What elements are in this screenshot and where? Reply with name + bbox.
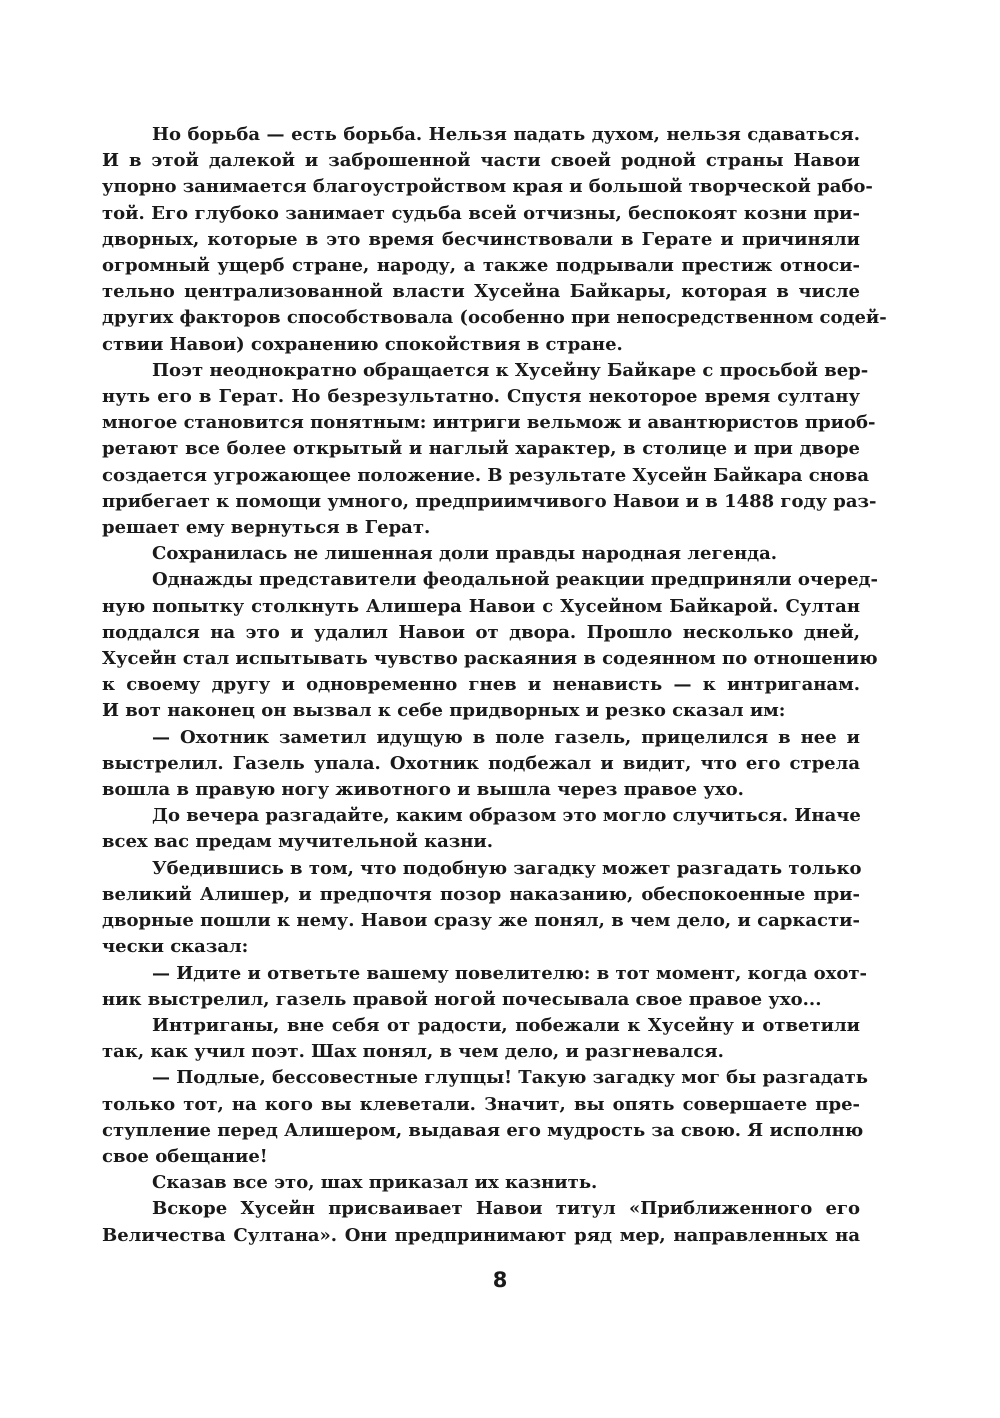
- paragraph: [102, 358, 877, 541]
- text-line: И в этой далекой и заброшенной части своей родной страны Навои: [102, 150, 860, 172]
- paragraph: [102, 1065, 868, 1170]
- text-line: к своему другу и одновременно гнев и ненависть — к интриганам.: [102, 674, 860, 696]
- text-line: ник выстрелил, газель правой ногой почесывала свое правое ухо...: [102, 988, 822, 1010]
- text-line: чески сказал:: [102, 936, 249, 958]
- text-line: ретают все более открытый и наглый характер, в столице и при дворе: [102, 438, 860, 460]
- text-line: — Подлые, бессовестные глупцы! Такую загадку мог бы разгадать: [152, 1067, 868, 1089]
- text-line: ную попытку столкнуть Алишера Навои с Хусейном Байкарой. Султан: [102, 595, 860, 617]
- paragraph: [102, 1013, 860, 1065]
- text-line: нуть его в Герат. Но безрезультатно. Спустя некоторое время султану: [102, 386, 860, 408]
- text-line: Сказав все это, шах приказал их казнить.: [152, 1172, 598, 1194]
- paragraph: [102, 961, 867, 1013]
- text-line: дворные пошли к нему. Навои сразу же понял, в чем дело, и саркасти-: [102, 910, 860, 932]
- text-line: великий Алишер, и предпочтя позор наказанию, обеспокоенные при-: [102, 883, 860, 905]
- text-line: И вот наконец он вызвал к себе придворных и резко сказал им:: [102, 700, 786, 722]
- text-line: До вечера разгадайте, каким образом это могло случиться. Иначе: [152, 805, 861, 827]
- paragraph: [102, 541, 860, 567]
- page-number: 8: [492, 1268, 508, 1292]
- text-line: — Идите и ответьте вашему повелителю: в тот момент, когда охот-: [152, 962, 867, 984]
- text-line: решает ему вернуться в Герат.: [102, 517, 431, 539]
- text-line: выстрелил. Газель упала. Охотник подбежал и видит, что его стрела: [102, 752, 860, 774]
- paragraph: [102, 567, 879, 724]
- text-line: Величества Султана». Они предпринимают ряд мер, направленных на: [102, 1224, 860, 1246]
- paragraph: [102, 1196, 860, 1248]
- text-line: ступление перед Алишером, выдавая его мудрость за свою. Я исполню: [102, 1119, 864, 1141]
- text-line: свое обещание!: [102, 1145, 268, 1167]
- text-line: ствии Навои) сохранению спокойствия в стране.: [102, 333, 623, 355]
- text-line: тельно централизованной власти Хусейна Байкары, которая в числе: [102, 281, 860, 303]
- paragraph: [102, 1170, 860, 1196]
- paragraph: [102, 856, 860, 961]
- paragraph: [102, 803, 860, 855]
- text-line: создается угрожающее положение. В результате Хусейн Байкара снова: [102, 464, 870, 486]
- text-line: Но борьба — есть борьба. Нельзя падать духом, нельзя сдаваться.: [152, 124, 860, 145]
- text-line: прибегает к помощи умного, предприимчивого Навои и в 1488 году раз-: [102, 490, 877, 512]
- text-line: дворных, которые в это время бесчинствовали в Герате и причиняли: [102, 228, 860, 250]
- text-line: Однажды представители феодальной реакции предприняли очеред-: [152, 569, 879, 591]
- text-line: так, как учил поэт. Шах понял, в чем дело, и разгневался.: [102, 1041, 724, 1063]
- text-line: вошла в правую ногу животного и вышла через правое ухо.: [102, 779, 744, 801]
- text-line: Убедившись в том, что подобную загадку может разгадать только: [152, 857, 862, 879]
- text-line: огромный ущерб стране, народу, а также подрывали престиж относи-: [102, 255, 860, 277]
- paragraph: [102, 122, 887, 358]
- text-line: Сохранилась не лишенная доли правды народная легенда.: [152, 543, 778, 565]
- paragraph: [102, 725, 860, 804]
- text-line: — Охотник заметил идущую в поле газель, прицелился в нее и: [152, 726, 860, 748]
- text-line: всех вас предам мучительной казни.: [102, 831, 494, 853]
- text-line: только тот, на кого вы клеветали. Значит, вы опять совершаете пре-: [102, 1093, 860, 1115]
- text-line: поддался на это и удалил Навои от двора. Прошло несколько дней,: [102, 621, 860, 643]
- text-line: упорно занимается благоустройством края и большой творческой рабо-: [102, 176, 873, 198]
- text-line: той. Его глубоко занимает судьба всей отчизны, беспокоят козни при-: [102, 202, 860, 224]
- text-line: многое становится понятным: интриги вельмож и авантюристов приоб-: [102, 412, 876, 434]
- text-line: Хусейн стал испытывать чувство раскаяния в содеянном по отношению: [102, 648, 878, 670]
- text-line: Вскоре Хусейн присваивает Навои титул «Приближенного его: [152, 1198, 860, 1220]
- text-line: Поэт неоднократно обращается к Хусейну Байкаре с просьбой вер-: [152, 359, 869, 381]
- text-line: других факторов способствовала (особенно при непосредственном содей-: [102, 307, 887, 329]
- text-line: Интриганы, вне себя от радости, побежали к Хусейну и ответили: [152, 1014, 860, 1036]
- page-body: [102, 122, 887, 1249]
